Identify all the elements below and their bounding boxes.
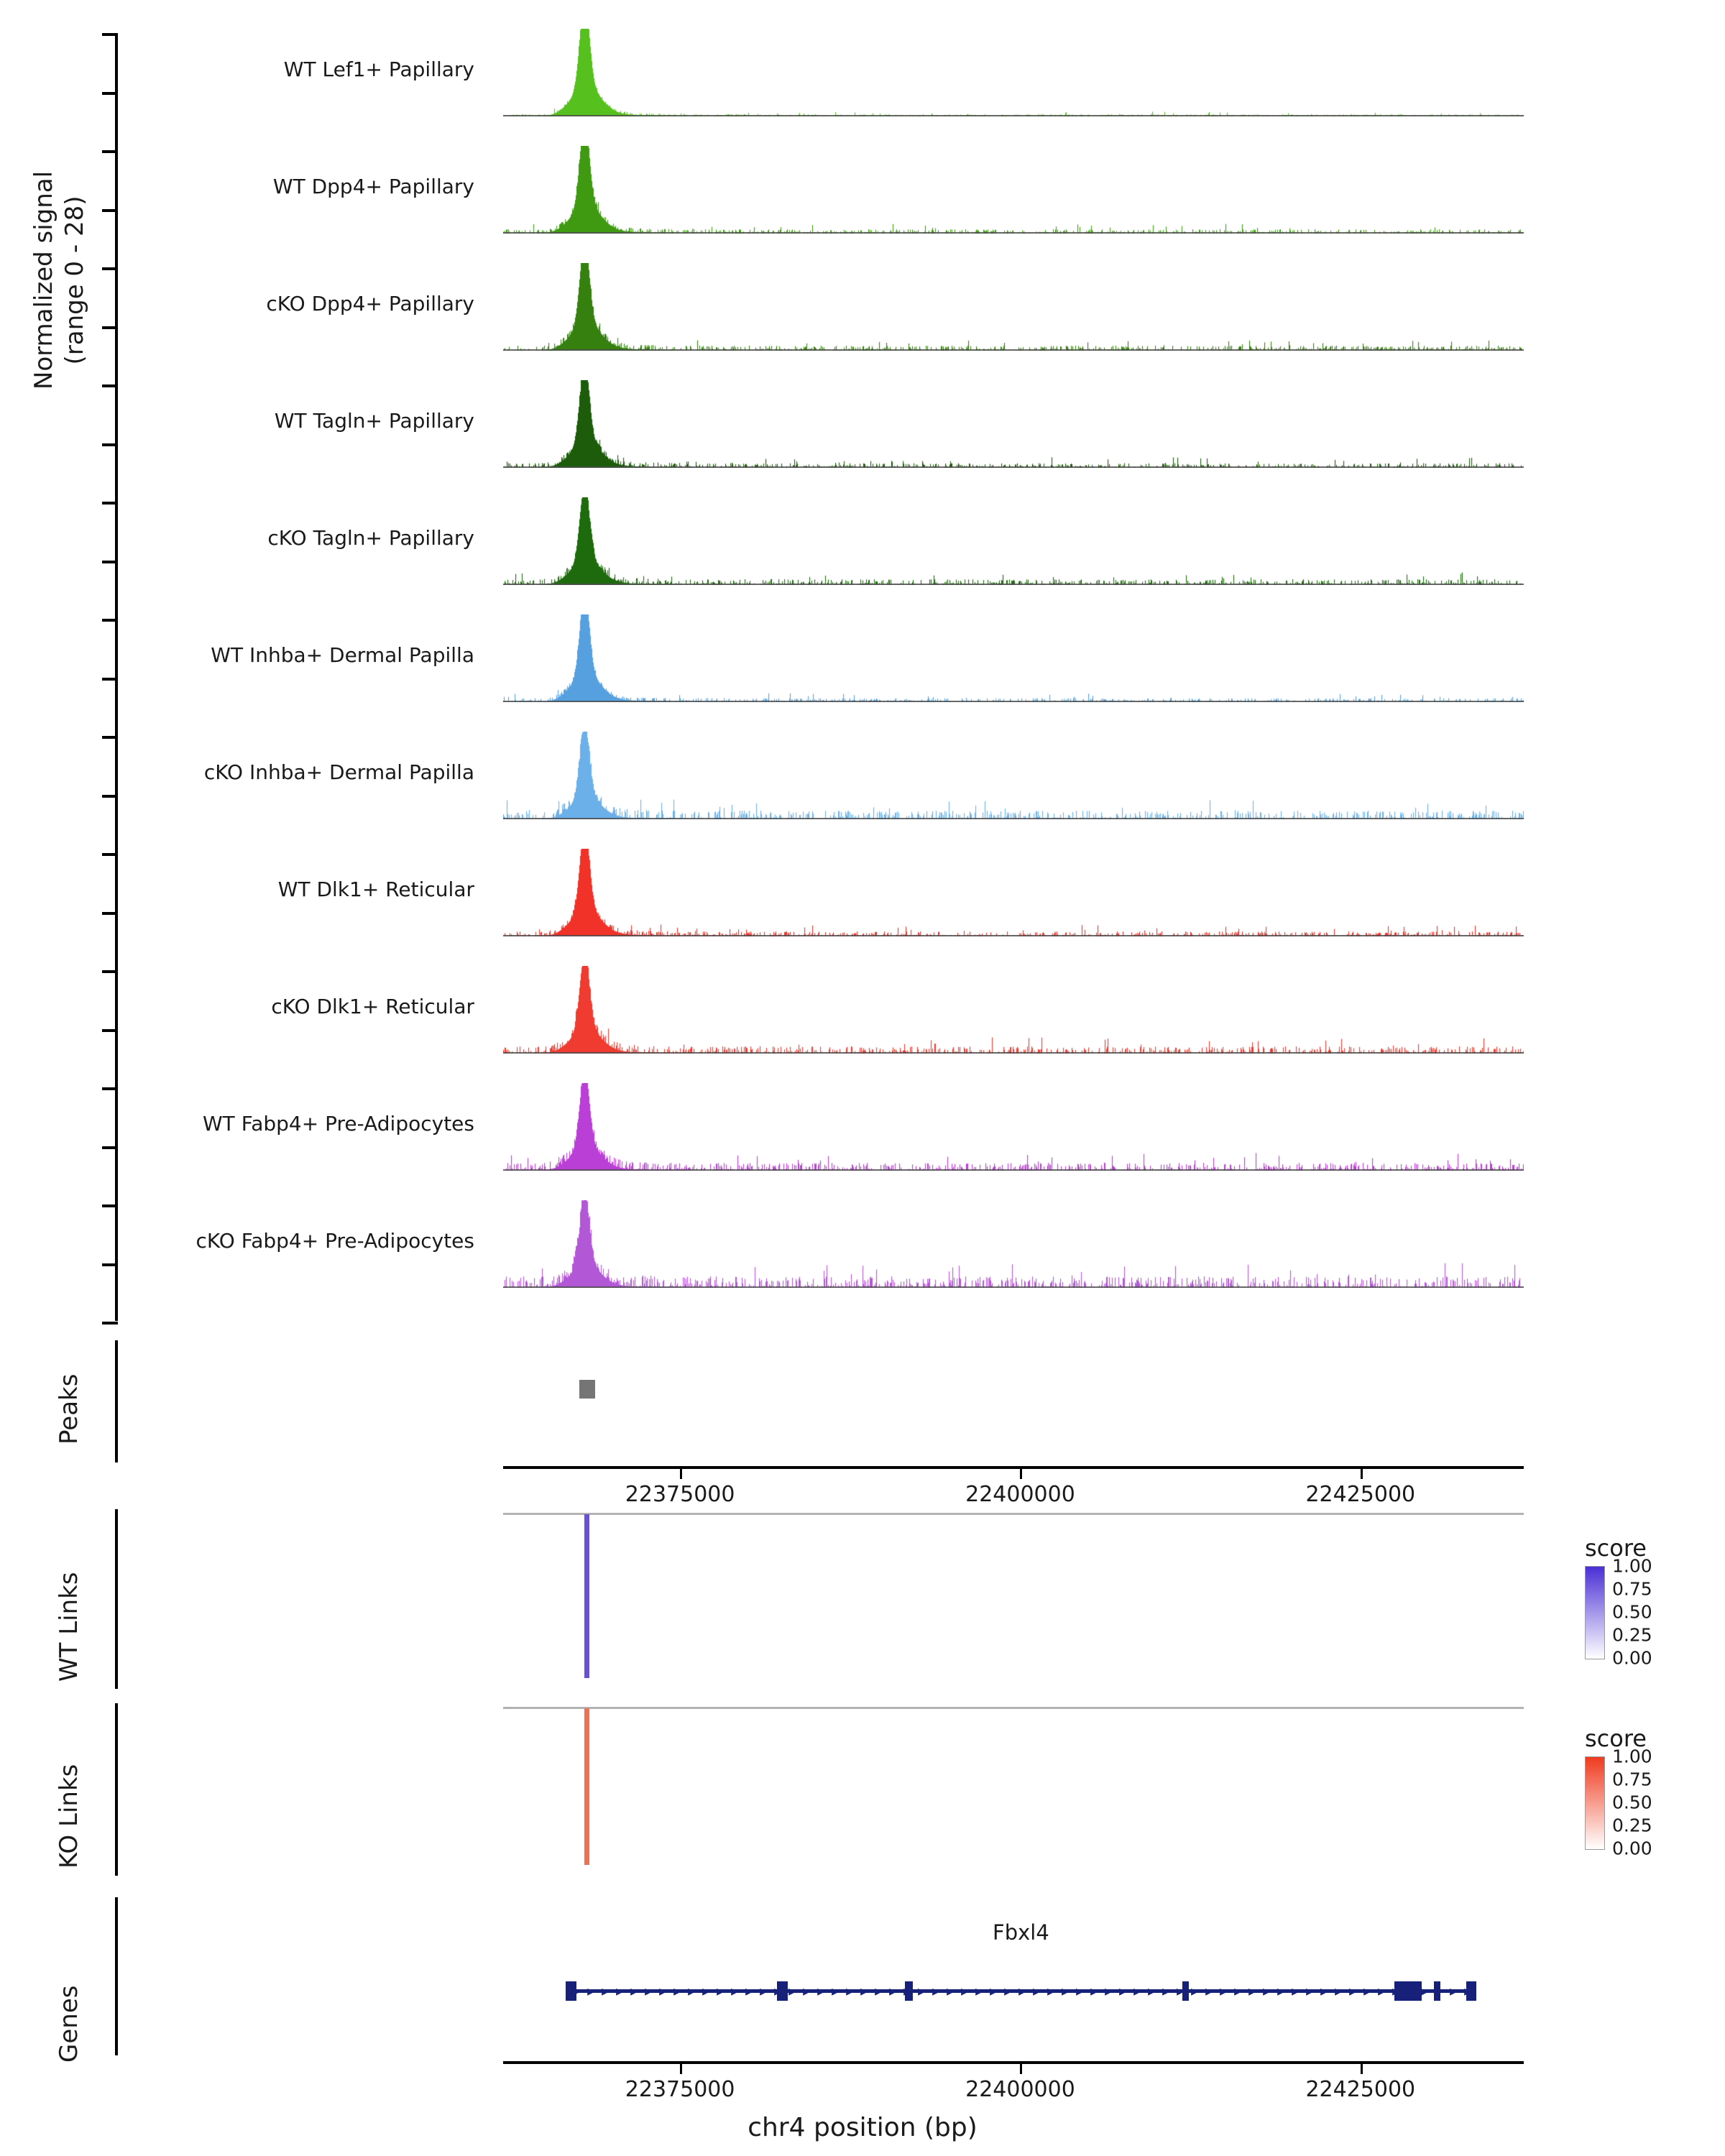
coverage-axis-tick (102, 326, 118, 329)
x-axis-tick (1361, 2064, 1363, 2074)
track-baseline (503, 1169, 1524, 1171)
gene-strand-arrow-icon: ▸ (889, 1982, 897, 1999)
gene-strand-arrow-icon: ▸ (1177, 1982, 1184, 1999)
gene-strand-arrow-icon: ▸ (1105, 1982, 1113, 1999)
track-baseline (503, 115, 1524, 116)
y-axis-label-line2: (range 0 - 28) (60, 195, 89, 365)
track-baseline (503, 1286, 1524, 1288)
wt-links-top-rule (503, 1513, 1524, 1515)
track-label: cKO Dlk1+ Reticular (271, 995, 474, 1018)
coverage-track-canvas (503, 380, 1524, 468)
genes-axis-spine (115, 1897, 118, 2055)
coverage-track[interactable] (503, 732, 1524, 819)
track-baseline (503, 935, 1524, 936)
ko-links-section-label: KO Links (55, 1764, 83, 1869)
x-axis-tick (680, 2064, 682, 2074)
gene-strand-arrow-icon: ▸ (1133, 1982, 1141, 1999)
coverage-track[interactable] (503, 1083, 1524, 1171)
coverage-track-canvas (503, 1200, 1524, 1288)
legend-tick-label: 0.00 (1612, 1647, 1652, 1669)
gene-strand-arrow-icon: ▸ (1464, 1982, 1472, 1999)
wt-link-bar[interactable] (584, 1514, 589, 1678)
gene-strand-arrow-icon: ▸ (602, 1982, 610, 1999)
gene-strand-arrow-icon: ▸ (1349, 1982, 1357, 1999)
coverage-track-canvas (503, 497, 1524, 585)
coverage-track-canvas (503, 614, 1524, 702)
x-axis-tick-label: 22400000 (965, 2077, 1075, 2102)
coverage-axis-tick (102, 1029, 118, 1032)
coverage-axis-tick (102, 561, 118, 563)
coverage-axis-tick (102, 267, 118, 270)
ko-links-score-legend (1585, 1725, 1652, 1859)
gene-name-label: Fbxl4 (993, 1920, 1049, 1945)
track-baseline (503, 1052, 1524, 1054)
ko-legend-gradient (1585, 1756, 1605, 1850)
track-baseline (503, 232, 1524, 234)
gene-strand-arrow-icon: ▸ (1076, 1982, 1084, 1999)
gene-strand-arrow-icon: ▸ (1220, 1982, 1228, 1999)
gene-strand-arrow-icon: ▸ (760, 1982, 768, 1999)
coverage-track[interactable] (503, 966, 1524, 1054)
ko-legend-title: score (1585, 1725, 1647, 1752)
coverage-axis-tick (102, 853, 118, 856)
x-axis-tick-label: 22375000 (625, 1482, 735, 1507)
coverage-axis-tick (102, 33, 118, 36)
gene-strand-arrow-icon: ▸ (645, 1982, 653, 1999)
x-axis-tick (1361, 1469, 1363, 1479)
gene-strand-arrow-icon: ▸ (875, 1982, 883, 1999)
legend-tick-label: 0.25 (1612, 1815, 1652, 1836)
ko-link-bar[interactable] (584, 1708, 589, 1865)
track-baseline (503, 466, 1524, 468)
x-axis-tick (1020, 2064, 1022, 2074)
gene-strand-arrow-icon: ▸ (961, 1982, 969, 1999)
gene-strand-arrow-icon: ▸ (1435, 1982, 1443, 1999)
gene-strand-arrow-icon: ▸ (860, 1982, 868, 1999)
coverage-axis-tick (102, 209, 118, 212)
gene-strand-arrow-icon: ▸ (947, 1982, 954, 1999)
gene-strand-arrow-icon: ▸ (731, 1982, 739, 1999)
gene-strand-arrow-icon: ▸ (616, 1982, 624, 1999)
track-label: cKO Dpp4+ Papillary (266, 292, 474, 315)
gene-strand-arrow-icon: ▸ (1205, 1982, 1213, 1999)
gene-strand-arrow-icon: ▸ (1148, 1982, 1156, 1999)
gene-strand-arrow-icon: ▸ (1162, 1982, 1170, 1999)
coverage-axis-tick (102, 1322, 118, 1325)
gene-strand-arrow-icon: ▸ (932, 1982, 940, 1999)
gene-strand-arrow-icon: ▸ (1292, 1982, 1300, 1999)
coverage-track[interactable] (503, 1200, 1524, 1288)
track-label: WT Lef1+ Papillary (283, 57, 474, 81)
coverage-track-canvas (503, 263, 1524, 351)
coverage-track-canvas (503, 849, 1524, 936)
gene-strand-arrow-icon: ▸ (1421, 1982, 1429, 1999)
legend-tick-label: 0.50 (1612, 1601, 1652, 1623)
gene-strand-arrow-icon: ▸ (832, 1982, 840, 1999)
coverage-axis-tick (102, 736, 118, 739)
wt-links-axis-spine (115, 1509, 118, 1689)
gene-strand-arrow-icon: ▸ (1450, 1982, 1458, 1999)
track-label: WT Fabp4+ Pre-Adipocytes (203, 1112, 474, 1135)
legend-tick-label: 1.00 (1612, 1555, 1652, 1577)
gene-strand-arrow-icon: ▸ (1119, 1982, 1127, 1999)
y-axis-label (29, 57, 89, 503)
x-axis-tick-label: 22375000 (625, 2077, 735, 2102)
peaks-section-label: Peaks (55, 1373, 83, 1445)
coverage-axis-tick (102, 970, 118, 973)
x-axis-tick (1020, 1469, 1022, 1479)
track-label: WT Dlk1+ Reticular (277, 877, 474, 901)
gene-strand-arrow-icon: ▸ (673, 1982, 681, 1999)
gene-strand-arrow-icon: ▸ (788, 1982, 796, 1999)
gene-strand-arrow-icon: ▸ (702, 1982, 710, 1999)
legend-tick-label: 0.75 (1612, 1578, 1652, 1600)
coverage-track[interactable] (503, 849, 1524, 936)
gene-strand-arrow-icon: ▸ (1320, 1982, 1328, 1999)
coverage-axis-tick (102, 1263, 118, 1266)
coverage-axis-tick (102, 678, 118, 681)
coverage-track[interactable] (503, 380, 1524, 468)
gene-strand-arrow-icon: ▸ (1248, 1982, 1256, 1999)
legend-tick-label: 0.00 (1612, 1838, 1652, 1859)
coverage-axis-tick (102, 619, 118, 622)
coverage-axis-tick (102, 92, 118, 95)
gene-strand-arrow-icon: ▸ (918, 1982, 926, 1999)
gene-strand-arrow-icon: ▸ (903, 1982, 911, 1999)
gene-strand-arrow-icon: ▸ (1191, 1982, 1199, 1999)
wt-links-panel (503, 1513, 1524, 1689)
gene-strand-arrow-icon: ▸ (1277, 1982, 1285, 1999)
gene-strand-arrow-icon: ▸ (1062, 1982, 1070, 1999)
coverage-axis-tick (102, 795, 118, 798)
gene-strand-arrow-icon: ▸ (1018, 1982, 1026, 1999)
coverage-track[interactable] (503, 146, 1524, 234)
gene-strand-arrow-icon: ▸ (990, 1982, 998, 1999)
gene-model-panel (503, 1897, 1524, 2063)
gene-strand-arrow-icon: ▸ (1004, 1982, 1012, 1999)
coverage-axis-tick (102, 443, 118, 446)
ko-links-top-rule (503, 1707, 1524, 1709)
x-axis-tick-label: 22425000 (1305, 1482, 1416, 1507)
gene-strand-arrow-icon: ▸ (745, 1982, 753, 1999)
peak-region-block (579, 1380, 595, 1399)
legend-tick-label: 0.75 (1612, 1769, 1652, 1790)
gene-strand-arrow-icon: ▸ (975, 1982, 983, 1999)
y-axis-label-line1: Normalized signal (29, 170, 58, 390)
coverage-axis-tick (102, 150, 118, 153)
gene-strand-arrow-icon: ▸ (1234, 1982, 1242, 1999)
coverage-axis-tick (102, 384, 118, 387)
coverage-track-canvas (503, 732, 1524, 819)
coverage-axis-tick (102, 502, 118, 505)
track-label: cKO Inhba+ Dermal Papilla (203, 760, 474, 784)
gene-strand-arrow-icon: ▸ (1407, 1982, 1414, 1999)
x-axis-title: chr4 position (bp) (748, 2113, 978, 2142)
coverage-axis-tick (102, 1204, 118, 1207)
peaks-axis-spine (115, 1340, 118, 1462)
gene-strand-arrow-icon: ▸ (1090, 1982, 1098, 1999)
coverage-axis-tick (102, 1146, 118, 1149)
gene-strand-arrow-icon: ▸ (1047, 1982, 1055, 1999)
gene-strand-arrow-icon: ▸ (803, 1982, 811, 1999)
track-label: cKO Tagln+ Papillary (267, 526, 474, 550)
track-baseline (503, 349, 1524, 351)
gene-strand-arrow-icon: ▸ (1335, 1982, 1343, 1999)
gene-strand-arrow-icon: ▸ (1392, 1982, 1400, 1999)
wt-links-section-label: WT Links (55, 1572, 83, 1682)
legend-tick-label: 0.25 (1612, 1624, 1652, 1646)
gene-strand-arrow-icon: ▸ (846, 1982, 854, 1999)
x-axis-tick (680, 1469, 682, 1479)
track-baseline (503, 584, 1524, 585)
x-axis-top-line (503, 1466, 1524, 1469)
track-baseline (503, 701, 1524, 702)
track-label: WT Dpp4+ Papillary (272, 175, 474, 198)
coverage-track[interactable] (503, 29, 1524, 116)
wt-legend-gradient (1585, 1566, 1605, 1659)
wt-legend-title: score (1585, 1534, 1647, 1562)
coverage-axis-tick (102, 912, 118, 915)
gene-strand-arrow-icon: ▸ (587, 1982, 595, 1999)
gene-strand-arrow-icon: ▸ (717, 1982, 724, 1999)
coverage-axis-tick (102, 1087, 118, 1090)
track-label: cKO Fabp4+ Pre-Adipocytes (196, 1229, 474, 1253)
track-label: WT Tagln+ Papillary (274, 409, 474, 433)
coverage-track[interactable] (503, 263, 1524, 351)
gene-strand-arrow-icon: ▸ (1263, 1982, 1271, 1999)
genes-section-label: Genes (55, 1985, 83, 2063)
coverage-track[interactable] (503, 497, 1524, 585)
gene-strand-arrow-icon: ▸ (1363, 1982, 1371, 1999)
gene-strand-arrow-icon: ▸ (1306, 1982, 1314, 1999)
track-baseline (503, 818, 1524, 819)
gene-strand-arrow-icon: ▸ (817, 1982, 825, 1999)
coverage-track-canvas (503, 966, 1524, 1054)
wt-links-score-legend (1585, 1534, 1652, 1669)
gene-strand-arrow-icon: ▸ (573, 1982, 581, 1999)
track-label: WT Inhba+ Dermal Papilla (211, 643, 474, 667)
coverage-track[interactable] (503, 614, 1524, 702)
gene-strand-arrow-icon: ▸ (688, 1982, 696, 1999)
gene-strand-arrow-icon: ▸ (630, 1982, 638, 1999)
legend-tick-label: 0.50 (1612, 1792, 1652, 1813)
x-axis-bottom-line (503, 2061, 1524, 2064)
ko-links-panel (503, 1707, 1524, 1876)
x-axis-tick-label: 22425000 (1305, 2077, 1416, 2102)
gene-strand-arrow-icon: ▸ (659, 1982, 667, 1999)
coverage-track-canvas (503, 146, 1524, 234)
coverage-track-canvas (503, 29, 1524, 116)
gene-strand-arrow-icon: ▸ (774, 1982, 782, 1999)
coverage-track-canvas (503, 1083, 1524, 1171)
legend-tick-label: 1.00 (1612, 1746, 1652, 1767)
x-axis-tick-label: 22400000 (965, 1482, 1075, 1507)
gene-strand-arrow-icon: ▸ (1378, 1982, 1386, 1999)
gene-strand-arrow-icon: ▸ (1033, 1982, 1041, 1999)
ko-links-axis-spine (115, 1703, 118, 1876)
